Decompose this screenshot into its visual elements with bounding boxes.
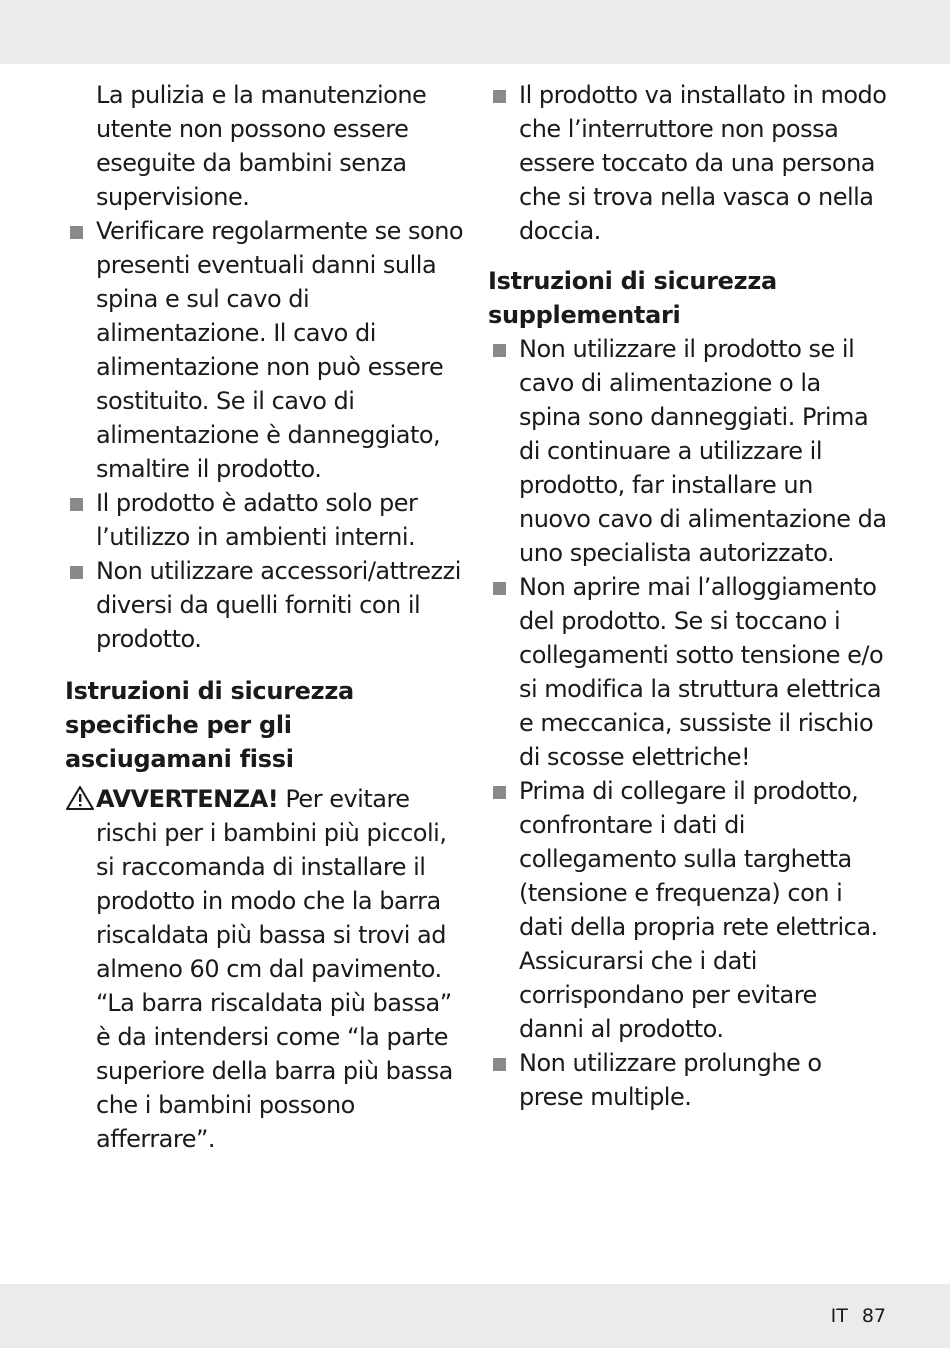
warning-block xyxy=(65,782,465,1156)
section-heading-fixed-towel-rails: Istruzioni di sicurezza specifiche per gli asciugamani fissi xyxy=(65,677,354,773)
list-item xyxy=(65,486,465,554)
list-item-text: Prima di collegare il prodotto, confrontare i dati di collegamento sulla targhetta (tensione e frequenza) con i dati della propria rete elettrica. Assicurarsi che i dati corrispondano per evitare danni al prodotto. xyxy=(519,777,878,1043)
warning-triangle-icon xyxy=(65,785,95,811)
list-item-text: Non utilizzare accessori/attrezzi diversi da quelli forniti con il prodotto. xyxy=(96,557,461,653)
square-bullet-icon xyxy=(493,90,506,103)
list-item xyxy=(488,1046,888,1114)
list-item-text: Il prodotto è adatto solo per l’utilizzo in ambienti interni. xyxy=(96,489,418,551)
footer-band xyxy=(0,1284,950,1348)
square-bullet-icon xyxy=(493,344,506,357)
list-item-text: Non aprire mai l’alloggiamento del prodotto. Se si toccano i collegamenti sotto tensione e/o si modifica la struttura elettrica e meccanica, sussiste il rischio di scosse elettriche! xyxy=(519,573,884,771)
page-number: 87 xyxy=(861,1305,886,1327)
intro-paragraph: La pulizia e la manutenzione utente non possono essere eseguite da bambini senza supervisione. xyxy=(96,81,427,211)
warning-text: Per evitare rischi per i bambini più piccoli, si raccomanda di installare il prodotto in modo che la barra riscaldata più bassa si trovi ad almeno 60 cm dal pavimento. “La barra riscaldata più bassa” è da intendersi come “la parte superiore della barra più bassa che i bambini possono afferrare”. xyxy=(96,785,453,1153)
square-bullet-icon xyxy=(70,566,83,579)
language-code: IT xyxy=(830,1305,848,1327)
list-item-text: Non utilizzare prolunghe o prese multiple. xyxy=(519,1049,822,1111)
square-bullet-icon xyxy=(493,1058,506,1071)
section-heading-supplementary: Istruzioni di sicurezza supplementari xyxy=(488,267,777,329)
list-item xyxy=(65,554,465,656)
list-item xyxy=(488,570,888,774)
square-bullet-icon xyxy=(493,582,506,595)
square-bullet-icon xyxy=(70,498,83,511)
page-footer xyxy=(831,1305,886,1327)
square-bullet-icon xyxy=(70,226,83,239)
list-item-text: Il prodotto va installato in modo che l’interruttore non possa essere toccato da una persona che si trova nella vasca o nella doccia. xyxy=(519,81,887,245)
warning-label: AVVERTENZA! xyxy=(96,785,279,813)
right-column xyxy=(488,78,888,1114)
list-item xyxy=(488,774,888,1046)
list-item xyxy=(65,214,465,486)
header-band xyxy=(0,0,950,64)
left-column xyxy=(65,78,465,1156)
list-item-text: Verificare regolarmente se sono presenti eventuali danni sulla spina e sul cavo di alimentazione. Il cavo di alimentazione non può essere sostituito. Se il cavo di alimentazione è danneggiato, smaltire il prodotto. xyxy=(96,217,464,483)
square-bullet-icon xyxy=(493,786,506,799)
list-item xyxy=(488,78,888,248)
list-item-text: Non utilizzare il prodotto se il cavo di alimentazione o la spina sono danneggiati. Prima di continuare a utilizzare il prodotto, far installare un nuovo cavo di alimentazione da uno specialista autorizzato. xyxy=(519,335,887,567)
list-item xyxy=(488,332,888,570)
